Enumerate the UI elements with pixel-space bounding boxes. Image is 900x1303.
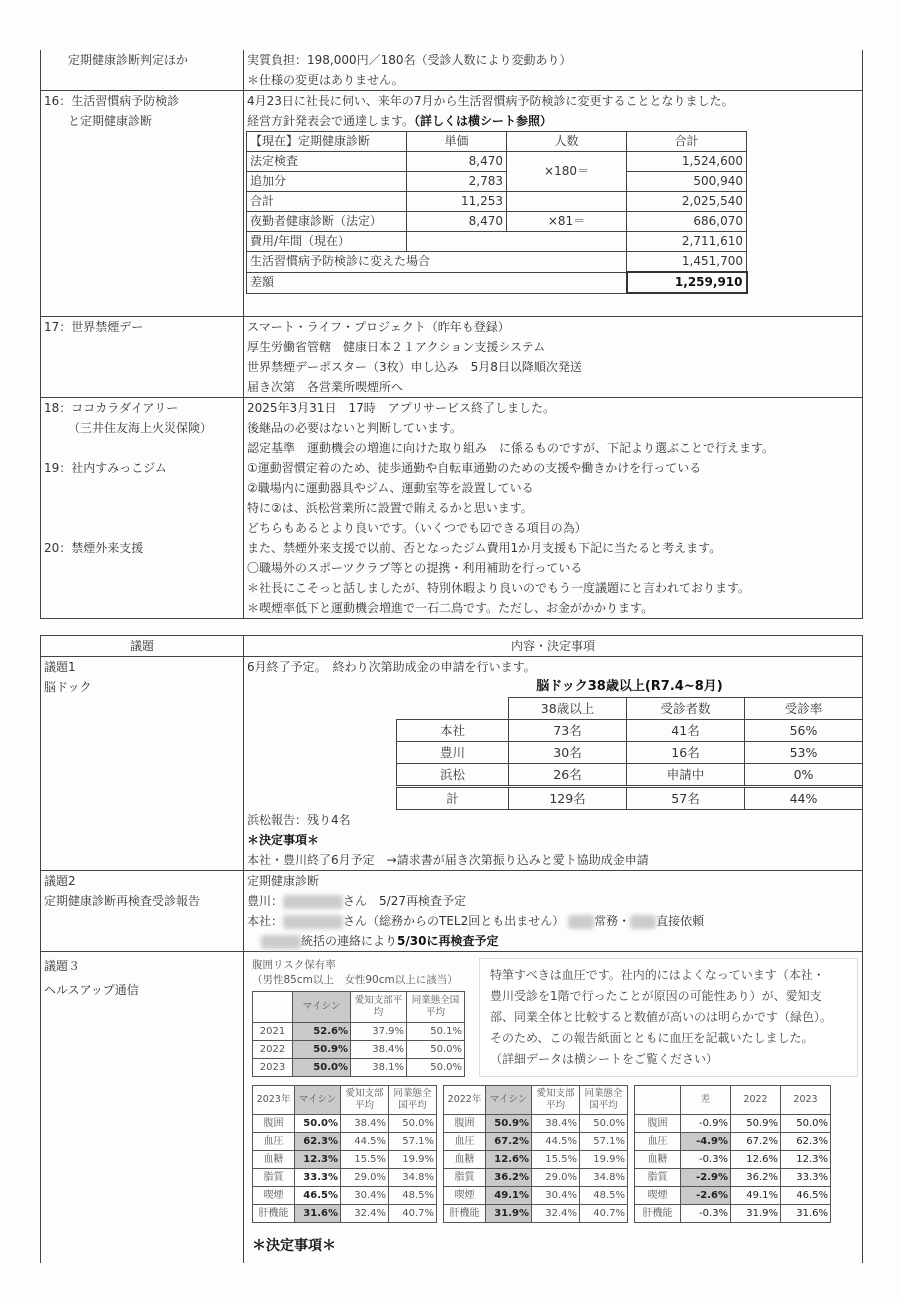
- table-row: [253, 1169, 437, 1187]
- cell: 29.0%: [532, 1169, 580, 1187]
- cell: 30.4%: [532, 1187, 580, 1205]
- header-cell: 合計: [627, 132, 747, 152]
- row-label: 19：社内すみっこジム: [44, 461, 167, 475]
- row-label: 17：世界禁煙デー: [44, 320, 144, 334]
- cell: 34.8%: [389, 1169, 437, 1187]
- redacted-name: [283, 915, 343, 929]
- cell: 8,470: [407, 212, 507, 232]
- cell: -2.6%: [681, 1187, 731, 1205]
- cell: 32.4%: [341, 1205, 389, 1223]
- header-cell: 2023年: [253, 1086, 295, 1115]
- decision-heading: ＊決定事項＊: [252, 1238, 336, 1254]
- header-cell: 愛知支部平均: [351, 992, 407, 1023]
- cell: 50.0%: [295, 1115, 341, 1133]
- cell: [507, 192, 627, 212]
- table-row: [397, 742, 863, 764]
- cell: ×180＝: [507, 152, 627, 192]
- agenda-row-2: [41, 871, 863, 952]
- header-cell: 人数: [507, 132, 627, 152]
- content-line: ＊社長にこそっと話しましたが、特別休暇より良いのでもう一度議題にと言われております。: [247, 581, 751, 595]
- cell: 0%: [745, 764, 863, 787]
- table-row: [41, 317, 863, 398]
- item-cell: 肝機能: [444, 1205, 486, 1223]
- table-row: [635, 1205, 831, 1223]
- item-cell: 腹囲: [444, 1115, 486, 1133]
- cell: 73名: [509, 720, 627, 742]
- cell: 19.9%: [580, 1151, 628, 1169]
- cell: 48.5%: [389, 1187, 437, 1205]
- cell: 57.1%: [580, 1133, 628, 1151]
- cell: 31.9%: [486, 1205, 532, 1223]
- cell: -4.9%: [681, 1133, 731, 1151]
- cell: 50.0%: [293, 1059, 351, 1077]
- content-line: 届き次第 各営業所喫煙所へ: [247, 380, 404, 394]
- content-line: 厚生労働省管轄 健康日本２１アクション支援システム: [247, 340, 546, 354]
- cell: 38.4%: [341, 1115, 389, 1133]
- cell: 49.1%: [731, 1187, 781, 1205]
- header-cell: マイシン: [486, 1086, 532, 1115]
- cell: 50.0%: [407, 1041, 465, 1059]
- cell: 44.5%: [341, 1133, 389, 1151]
- content-line: 実質負担：198,000円／180名（受診人数により変動あり）: [247, 53, 572, 67]
- hamamatsu-report: 浜松報告：残り4名: [247, 813, 351, 827]
- cell: 夜勤者健康診断（法定）: [247, 212, 407, 232]
- content-line: ②職場内に運動器具やジム、運動室等を設置している: [247, 481, 534, 495]
- decision-text: 本社・豊川終了6月予定 →請求書が届き次第振り込みと愛ト協助成金申請: [247, 853, 649, 867]
- content-text: 直接依頼: [656, 914, 705, 928]
- table-row: [41, 398, 863, 619]
- header-cell: 2022: [731, 1086, 781, 1115]
- redacted-name: [283, 895, 343, 909]
- row-label: と定期健康診断: [68, 114, 153, 128]
- cell: 50.0%: [781, 1115, 831, 1133]
- header-cell: 愛知支部平均: [341, 1086, 389, 1115]
- cell: 16名: [627, 742, 745, 764]
- table-row: [444, 1169, 628, 1187]
- cell: ×81＝: [507, 212, 627, 232]
- item-cell: 喫煙: [444, 1187, 486, 1205]
- redacted-name: [630, 915, 656, 929]
- cell: 2,711,610: [627, 232, 747, 252]
- cell: 686,070: [627, 212, 747, 232]
- content-line: 2025年3月31日 17時 アプリサービス終了しました。: [247, 401, 555, 415]
- brain-dock-table: [396, 697, 863, 810]
- table-row: [253, 1205, 437, 1223]
- cell: 2,025,540: [627, 192, 747, 212]
- cell: 追加分: [247, 172, 407, 192]
- year-cell: 2022: [253, 1041, 293, 1059]
- agenda-row-3: [41, 952, 863, 1264]
- cell: 53%: [745, 742, 863, 764]
- table-row: [253, 1133, 437, 1151]
- item-cell: 血糖: [635, 1151, 681, 1169]
- content-text: 統括の連絡により: [301, 934, 398, 948]
- cell: 44%: [745, 787, 863, 810]
- table-row: [41, 50, 863, 91]
- row-label: （三井住友海上火災保険）: [68, 421, 213, 435]
- cell: 129名: [509, 787, 627, 810]
- site-cell: 浜松: [397, 764, 509, 787]
- cell: 62.3%: [295, 1133, 341, 1151]
- content-line: ＊喫煙率低下と運動機会増進で一石二鳥です。ただし、お金がかかります。: [247, 601, 654, 615]
- content-line: 定期健康診断: [247, 874, 320, 888]
- row-label: 18：ココカラダイアリー: [44, 401, 179, 415]
- cell: 15.5%: [532, 1151, 580, 1169]
- cell: 12.6%: [731, 1151, 781, 1169]
- header-cell: 単価: [407, 132, 507, 152]
- content-line: また、禁煙外来支援で以前、否となったジム費用1か月支援も下記に当たると考えます。: [247, 541, 722, 555]
- brain-dock-table-title: 脳ドック38歳以上(R7.4~8月): [536, 679, 723, 694]
- cell: 46.5%: [781, 1187, 831, 1205]
- table-row: [444, 1205, 628, 1223]
- cell: 46.5%: [295, 1187, 341, 1205]
- cell: 50.9%: [486, 1115, 532, 1133]
- table-row: [253, 1187, 437, 1205]
- header-cell: 同業態全国平均: [580, 1086, 628, 1115]
- cell: 56%: [745, 720, 863, 742]
- cell: 生活習慣病予防検診に変えた場合: [247, 252, 627, 273]
- cell: 差額: [247, 272, 627, 293]
- header-cell: 同業態全国平均: [407, 992, 465, 1023]
- cell: 19.9%: [389, 1151, 437, 1169]
- cell: -2.9%: [681, 1169, 731, 1187]
- note-line: （詳細データは横シートをご覧ください）: [490, 1052, 719, 1066]
- content-bold: 5/30に再検査予定: [397, 934, 499, 948]
- item-cell: 血糖: [253, 1151, 295, 1169]
- row-label: 定期健康診断判定ほか: [68, 53, 189, 67]
- item-cell: 血圧: [635, 1133, 681, 1151]
- cell: 1,524,600: [627, 152, 747, 172]
- cell: 40.7%: [389, 1205, 437, 1223]
- row-label: 16：生活習慣病予防検診: [44, 94, 180, 108]
- cell: 500,940: [627, 172, 747, 192]
- cell: 31.9%: [731, 1205, 781, 1223]
- content-line: ①運動習慣定着のため、徒歩通勤や自転車通勤のための支援や働きかけを行っている: [247, 461, 702, 475]
- cell: 12.3%: [781, 1151, 831, 1169]
- item-cell: 喫煙: [635, 1187, 681, 1205]
- table-row: [253, 1115, 437, 1133]
- header-cell: 2022年: [444, 1086, 486, 1115]
- agenda-row-1: [41, 657, 863, 871]
- site-label: 本社：: [247, 914, 284, 928]
- agenda-label: 定期健康診断再検査受診報告: [44, 894, 201, 908]
- item-cell: 脂質: [253, 1169, 295, 1187]
- table-row: [253, 1059, 465, 1077]
- item-cell: 肝機能: [635, 1205, 681, 1223]
- cell: 50.9%: [293, 1041, 351, 1059]
- risk-table-2022: [443, 1085, 628, 1223]
- site-cell: 豊川: [397, 742, 509, 764]
- content-line: 6月終了予定。 終わり次第助成金の申請を行います。: [247, 660, 536, 674]
- item-cell: 血圧: [253, 1133, 295, 1151]
- agenda-label: ヘルスアップ通信: [44, 983, 139, 997]
- item-cell: 肝機能: [253, 1205, 295, 1223]
- cell: 38.4%: [532, 1115, 580, 1133]
- header-cell: 【現在】定期健康診断: [247, 132, 407, 152]
- table-row: [635, 1151, 831, 1169]
- cell: 33.3%: [781, 1169, 831, 1187]
- table-row-total: [397, 787, 863, 810]
- site-cell: 本社: [397, 720, 509, 742]
- agenda-label: 脳ドック: [44, 680, 92, 694]
- cell: 50.9%: [731, 1115, 781, 1133]
- note-line: 豊川受診を1階で行ったことが原因の可能性あり）が、愛知支: [490, 989, 822, 1003]
- header-cell: マイシン: [295, 1086, 341, 1115]
- content-line: 後継品の必要はないと判断しています。: [247, 421, 463, 435]
- agenda-label: 議題2: [44, 874, 76, 888]
- header-cell: 受診者数: [627, 698, 745, 720]
- item-cell: 腹囲: [253, 1115, 295, 1133]
- cell: 38.4%: [351, 1041, 407, 1059]
- item-cell: 脂質: [444, 1169, 486, 1187]
- cell: 法定検査: [247, 152, 407, 172]
- item-cell: 血圧: [444, 1133, 486, 1151]
- cell: 67.2%: [731, 1133, 781, 1151]
- table-row: [635, 1187, 831, 1205]
- table-row: [41, 91, 863, 317]
- year-cell: 2021: [253, 1023, 293, 1041]
- cell: 36.2%: [731, 1169, 781, 1187]
- redacted-name: [568, 915, 594, 929]
- header-cell: 愛知支部平均: [532, 1086, 580, 1115]
- cell: 57.1%: [389, 1133, 437, 1151]
- cost-comparison-table: [246, 131, 748, 294]
- content-line: 経営方針発表会で通達します。: [247, 114, 415, 128]
- site-label: 豊川：: [247, 894, 284, 908]
- cell: 12.3%: [295, 1151, 341, 1169]
- cell: 52.6%: [293, 1023, 351, 1041]
- note-line: 部、同業全体と比較すると数値が高いのは明らかです（緑色）。: [490, 1010, 833, 1024]
- table-row: [253, 1151, 437, 1169]
- note-line: 特筆すべきは血圧です。社内的にはよくなっています（本社・: [490, 968, 825, 982]
- cell: 30.4%: [341, 1187, 389, 1205]
- header-cell: マイシン: [293, 992, 351, 1023]
- header-content: 内容・決定事項: [244, 636, 863, 657]
- header-cell: 受診率: [745, 698, 863, 720]
- cell: 62.3%: [781, 1133, 831, 1151]
- cell: 29.0%: [341, 1169, 389, 1187]
- cell: 26名: [509, 764, 627, 787]
- redacted-name: [261, 935, 301, 949]
- header-cell: 2023: [781, 1086, 831, 1115]
- header-cell: 差: [681, 1086, 731, 1115]
- cell: 38.1%: [351, 1059, 407, 1077]
- cell: 50.0%: [389, 1115, 437, 1133]
- table-row: [444, 1133, 628, 1151]
- cell: 1,451,700: [627, 252, 747, 273]
- table-row: [635, 1115, 831, 1133]
- item-cell: 脂質: [635, 1169, 681, 1187]
- table-row: [444, 1187, 628, 1205]
- cell: -0.3%: [681, 1205, 731, 1223]
- agenda-table: [40, 635, 863, 1263]
- row-label: 20：禁煙外来支援: [44, 541, 144, 555]
- table-row: [253, 1041, 465, 1059]
- content-line: スマート・ライフ・プロジェクト（昨年も登録）: [247, 320, 510, 334]
- cell: 40.7%: [580, 1205, 628, 1223]
- header-cell: 38歳以上: [509, 698, 627, 720]
- table-row: [635, 1169, 831, 1187]
- content-line: 世界禁煙デーポスター（3枚）申し込み 5月8日以降順次発送: [247, 360, 582, 374]
- item-cell: 喫煙: [253, 1187, 295, 1205]
- cell: 37.9%: [351, 1023, 407, 1041]
- content-line: 〇職場外のスポーツクラブ等との提携・利用補助を行っている: [247, 561, 583, 575]
- agenda-header-row: [41, 636, 863, 657]
- cell: 1,259,910: [627, 272, 747, 293]
- item-cell: 血糖: [444, 1151, 486, 1169]
- content-text: さん（総務からのTEL2回とも出ません）: [343, 914, 565, 928]
- cell: 44.5%: [532, 1133, 580, 1151]
- cell: 11,253: [407, 192, 507, 212]
- note-line: そのため、この報告紙面とともに血圧を記載いたしました。: [490, 1031, 814, 1045]
- content-text: 常務・: [594, 914, 631, 928]
- content-text: さん 5/27再検査予定: [343, 894, 466, 908]
- cell: 申請中: [627, 764, 745, 787]
- waist-risk-subtitle: （男性85cm以上 女性90cm以上に該当）: [252, 974, 458, 986]
- year-cell: 2023: [253, 1059, 293, 1077]
- content-line: 特に②は、浜松営業所に設置で賄えるかと思います。: [247, 501, 533, 515]
- content-line: ＊仕様の変更はありません。: [247, 73, 404, 87]
- cell: 49.1%: [486, 1187, 532, 1205]
- cell: -0.9%: [681, 1115, 731, 1133]
- site-cell: 計: [397, 787, 509, 810]
- waist-risk-table: [252, 991, 465, 1077]
- table-row: [635, 1133, 831, 1151]
- header-cell: 同業態全国平均: [389, 1086, 437, 1115]
- agenda-label: 議題３: [44, 959, 81, 973]
- content-line: どちらもあるとより良いです。（いくつでも☑できる項目の為）: [247, 521, 587, 535]
- cell: 12.6%: [486, 1151, 532, 1169]
- waist-risk-title: 腹囲リスク保有率: [252, 959, 336, 971]
- table-row: [253, 1023, 465, 1041]
- waist-risk-block: [252, 958, 465, 1077]
- risk-table-2023: [252, 1085, 437, 1223]
- table-row: [397, 720, 863, 742]
- content-line: 認定基準 運動機会の増進に向けた取り組み に係るものですが、下記より選ぶことで行えます。: [247, 441, 775, 455]
- table-row: [444, 1115, 628, 1133]
- cell: 57名: [627, 787, 745, 810]
- cell: 33.3%: [295, 1169, 341, 1187]
- cell: 67.2%: [486, 1133, 532, 1151]
- cell: 50.1%: [407, 1023, 465, 1041]
- cell: 30名: [509, 742, 627, 764]
- cell: 31.6%: [781, 1205, 831, 1223]
- header-agenda: 議題: [41, 636, 244, 657]
- content-bold: （詳しくは横シート参照）: [414, 114, 553, 128]
- cell: 8,470: [407, 152, 507, 172]
- cell: 36.2%: [486, 1169, 532, 1187]
- cell: 32.4%: [532, 1205, 580, 1223]
- agenda-label: 議題1: [44, 660, 76, 674]
- table-row: [397, 764, 863, 787]
- content-line: 4月23日に社長に伺い、来年の7月から生活習慣病予防検診に変更することとなりました。: [247, 94, 734, 108]
- health-note: [479, 958, 858, 1077]
- item-cell: 腹囲: [635, 1115, 681, 1133]
- risk-diff-table: [634, 1085, 831, 1223]
- cell: -0.3%: [681, 1151, 731, 1169]
- cell: 48.5%: [580, 1187, 628, 1205]
- table-row: [444, 1151, 628, 1169]
- cell: 34.8%: [580, 1169, 628, 1187]
- cell: 合計: [247, 192, 407, 212]
- cell: 50.0%: [407, 1059, 465, 1077]
- cell: 50.0%: [580, 1115, 628, 1133]
- minutes-table-top: [40, 50, 863, 619]
- cell: 15.5%: [341, 1151, 389, 1169]
- cell: 41名: [627, 720, 745, 742]
- cell: 費用/年間（現在）: [247, 232, 407, 252]
- cell: 31.6%: [295, 1205, 341, 1223]
- cell: 2,783: [407, 172, 507, 192]
- decision-heading: ＊決定事項＊: [247, 833, 320, 847]
